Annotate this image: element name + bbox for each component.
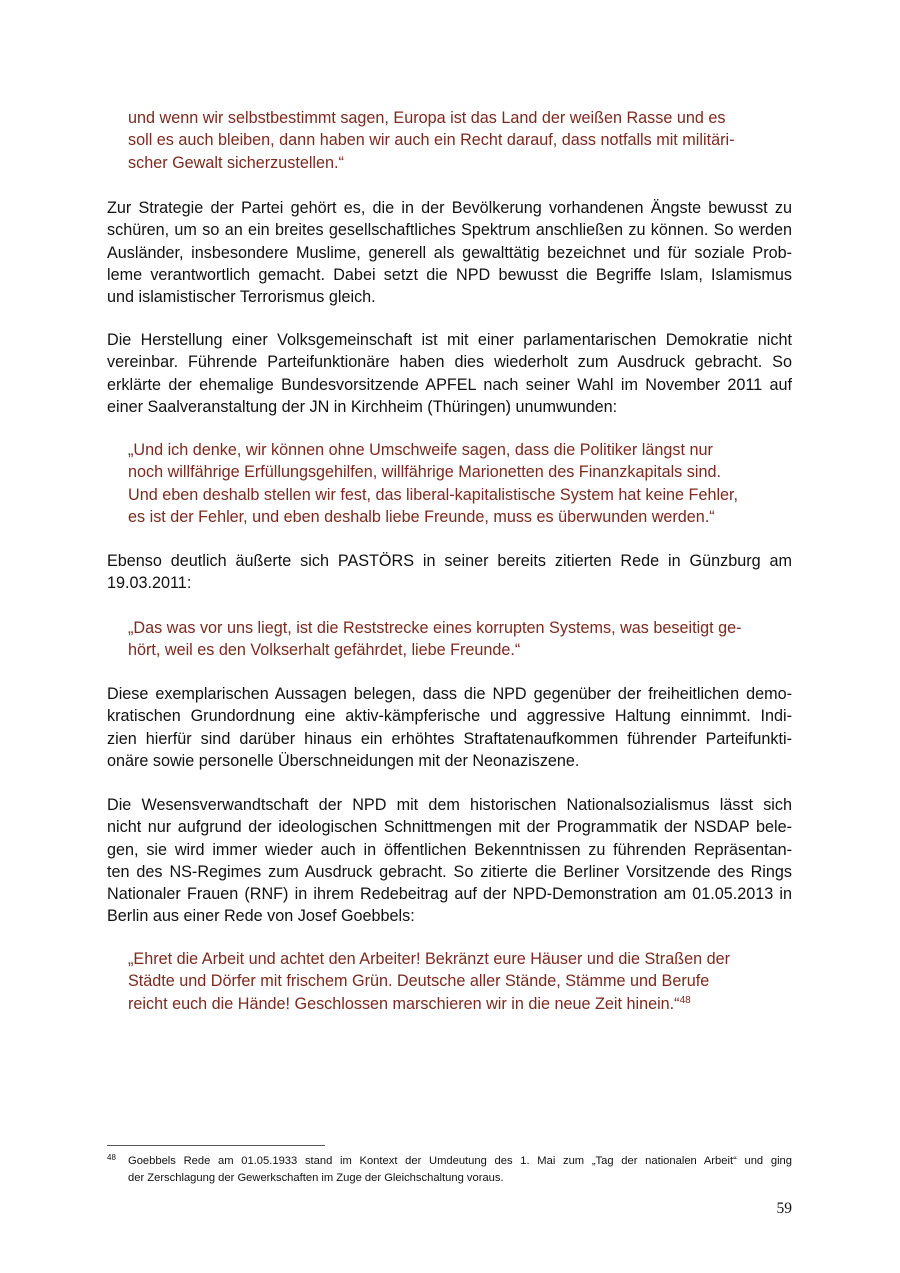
quote-line: scher Gewalt sicherzustellen.“ bbox=[128, 153, 344, 172]
paragraph-strategy bbox=[107, 197, 792, 308]
quote-block-pastoers bbox=[128, 617, 788, 662]
paragraph-pastoers bbox=[107, 550, 792, 595]
paragraph-volksgemeinschaft bbox=[107, 329, 792, 418]
paragraph-line: Zur Strategie der Partei gehört es, die in der Bevölkerung vorhandenen Ängste bewusst zu bbox=[107, 199, 792, 217]
footnote-reference[interactable]: 48 bbox=[679, 994, 691, 1006]
quote-line: es ist der Fehler, und eben deshalb liebe Freunde, muss es überwunden werden.“ bbox=[128, 507, 715, 526]
paragraph-line: gen, sie wird immer wieder auch in öffentlichen Bekenntnissen zu führenden Repräsentan- bbox=[107, 840, 792, 859]
quote-line bbox=[128, 993, 788, 1015]
quote-line: „Ehret die Arbeit und achtet den Arbeiter! Bekränzt eure Häuser und die Straßen der bbox=[128, 950, 730, 968]
footnote-line: der Zerschlagung der Gewerkschaften im Zuge der Gleichschaltung voraus. bbox=[128, 1171, 504, 1184]
quote-line: Und eben deshalb stellen wir fest, das liberal-kapitalistische System hat keine Fehler, bbox=[128, 485, 739, 504]
quote-line: „Das was vor uns liegt, ist die Reststrecke eines korrupten Systems, was beseitigt ge- bbox=[128, 619, 742, 637]
paragraph-wesensverwandtschaft bbox=[107, 794, 792, 928]
paragraph-line: onäre sowie personelle Überschneidungen mit der Neonaziszene. bbox=[107, 751, 580, 770]
quote-block-apfel bbox=[128, 439, 788, 528]
quote-line: und wenn wir selbstbestimmt sagen, Europa ist das Land der weißen Rasse und es bbox=[128, 109, 726, 127]
quote-line: Städte und Dörfer mit frischem Grün. Deutsche aller Stände, Stämme und Berufe bbox=[128, 972, 710, 991]
paragraph-line: vereinbar. Führende Parteifunktionäre haben dies wiederholt zum Ausdruck gebracht. So bbox=[107, 353, 792, 372]
paragraph-line: kratischen Grundordnung eine aktiv-kämpferische und aggressive Haltung einnimmt. Indi- bbox=[107, 707, 792, 726]
quote-line: hört, weil es den Volkserhalt gefährdet, liebe Freunde.“ bbox=[128, 641, 521, 660]
footnote-48 bbox=[107, 1153, 792, 1186]
paragraph-line: 19.03.2011: bbox=[107, 574, 192, 593]
paragraph-line: Die Wesensverwandtschaft der NPD mit dem historischen Nationalsozialismus lässt sich bbox=[107, 796, 792, 814]
quote-line-text: reicht euch die Hände! Geschlossen marschieren wir in die neue Zeit hinein.“ bbox=[128, 994, 680, 1013]
footnote-divider bbox=[107, 1145, 325, 1146]
paragraph-line: nicht nur aufgrund der ideologischen Schnittmengen mit der Programmatik der NSDAP bele- bbox=[107, 818, 792, 837]
paragraph-line: schüren, um so an ein breites gesellschaftliches Spektrum anschließen zu können. So werden bbox=[107, 221, 792, 240]
quote-line: noch willfährige Erfüllungsgehilfen, willfährige Marionetten des Finanzkapitals sind. bbox=[128, 463, 721, 482]
paragraph-line: leme verantwortlich gemacht. Dabei setzt die NPD bewusst die Begriffe Islam, Islamismus bbox=[107, 265, 792, 284]
paragraph-line: Ausländer, insbesondere Muslime, generell als gewalttätig bezeichnet und für soziale Prob- bbox=[107, 243, 792, 262]
paragraph-line: zien hierfür sind darüber hinaus ein erhöhtes Straftatenaufkommen führender Parteifunkti- bbox=[107, 729, 792, 748]
paragraph-line: erklärte der ehemalige Bundesvorsitzende APFEL nach seiner Wahl im November 2011 auf bbox=[107, 375, 792, 394]
paragraph-line: einer Saalveranstaltung der JN in Kirchheim (Thüringen) unumwunden: bbox=[107, 397, 618, 416]
quote-line: soll es auch bleiben, dann haben wir auch ein Recht darauf, dass notfalls mit militäri- bbox=[128, 131, 735, 150]
paragraph-line: Ebenso deutlich äußerte sich PASTÖRS in seiner bereits zitierten Rede in Günzburg am bbox=[107, 552, 792, 570]
paragraph-line: Nationaler Frauen (RNF) in ihrem Redebeitrag auf der NPD-Demonstration am 01.05.2013 in bbox=[107, 885, 792, 904]
paragraph-line: ten des NS-Regimes zum Ausdruck gebracht. So zitierte die Berliner Vorsitzende des Rings bbox=[107, 862, 792, 881]
paragraph-line: Berlin aus einer Rede von Josef Goebbels: bbox=[107, 907, 415, 926]
footnote-number: 48 bbox=[107, 1153, 116, 1162]
quote-block-1 bbox=[128, 107, 788, 174]
quote-line: „Und ich denke, wir können ohne Umschweife sagen, dass die Politiker längst nur bbox=[128, 441, 713, 459]
quote-block-goebbels bbox=[128, 948, 788, 1015]
page-number: 59 bbox=[776, 1200, 792, 1217]
footnote-text bbox=[128, 1153, 792, 1186]
paragraph-aussagen bbox=[107, 683, 792, 772]
paragraph-line: Diese exemplarischen Aussagen belegen, dass die NPD gegenüber der freiheitlichen demo- bbox=[107, 685, 792, 703]
paragraph-line: Die Herstellung einer Volksgemeinschaft ist mit einer parlamentarischen Demokratie nicht bbox=[107, 331, 792, 349]
footnote-line: Goebbels Rede am 01.05.1933 stand im Kontext der Umdeutung des 1. Mai zum „Tag der nationalen Arbeit“ und ging bbox=[128, 1155, 792, 1167]
paragraph-line: und islamistischer Terrorismus gleich. bbox=[107, 288, 376, 307]
